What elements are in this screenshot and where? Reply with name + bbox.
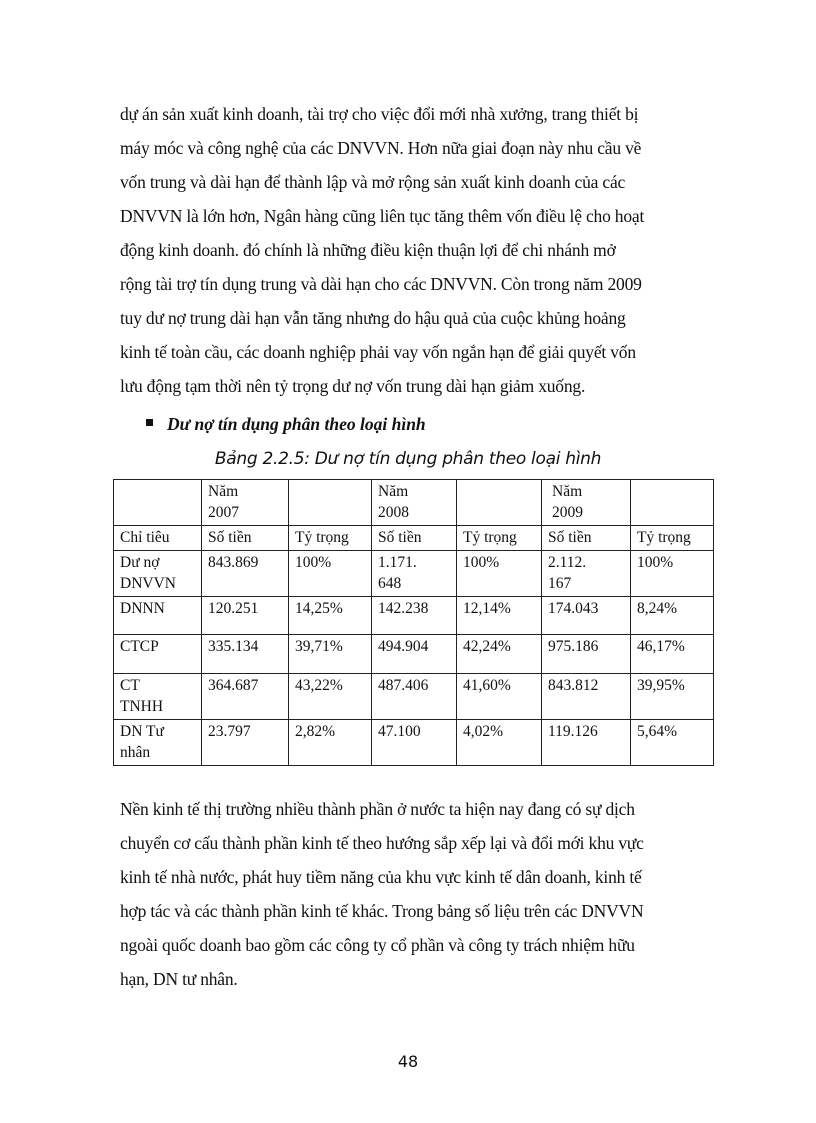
value-cell: 142.238 — [372, 597, 457, 635]
row-label-cell: Dư nợ DNVVN — [114, 551, 202, 597]
row-label-cell: CT TNHH — [114, 674, 202, 720]
row-label-cell: DN Tư nhân — [114, 720, 202, 766]
value-cell: 42,24% — [457, 635, 542, 674]
value-cell: 843.869 — [202, 551, 289, 597]
value-cell: 23.797 — [202, 720, 289, 766]
header-cell: Số tiền — [202, 526, 289, 551]
header-cell: Số tiền — [372, 526, 457, 551]
paragraph-analysis — [120, 792, 695, 996]
page-number: 48 — [397, 1052, 419, 1071]
row-label-cell: CTCP — [114, 635, 202, 674]
value-cell: 100% — [289, 551, 372, 597]
table-cell — [289, 480, 372, 526]
year-2009-cell: Năm 2009 — [542, 480, 631, 526]
text-line: hợp tác và các thành phần kinh tế khác. Trong bảng số liệu trên các DNVVN — [120, 901, 644, 921]
text-line: lưu động tạm thời nên tỷ trọng dư nợ vốn trung dài hạn giảm xuống. — [120, 376, 586, 396]
value-cell: 2,82% — [289, 720, 372, 766]
text-line: Nền kinh tế thị trường nhiều thành phần ở nước ta hiện nay đang có sự dịch — [120, 799, 635, 819]
value-cell: 5,64% — [631, 720, 714, 766]
section-heading — [146, 410, 426, 438]
value-cell: 41,60% — [457, 674, 542, 720]
table-cell — [631, 480, 714, 526]
value-cell: 174.043 — [542, 597, 631, 635]
text-line: tuy dư nợ trung dài hạn vẫn tăng nhưng do hậu quả của cuộc khủng hoảng — [120, 308, 626, 328]
text-line: hạn, DN tư nhân. — [120, 969, 238, 989]
text-line: rộng tài trợ tín dụng trung và dài hạn cho các DNVVN. Còn trong năm 2009 — [120, 274, 642, 294]
value-cell: 39,95% — [631, 674, 714, 720]
value-cell: 46,17% — [631, 635, 714, 674]
text-line: kinh tế toàn cầu, các doanh nghiệp phải vay vốn ngắn hạn để giải quyết vốn — [120, 342, 636, 362]
value-cell: 1.171. 648 — [372, 551, 457, 597]
value-cell: 335.134 — [202, 635, 289, 674]
value-cell: 39,71% — [289, 635, 372, 674]
value-cell: 119.126 — [542, 720, 631, 766]
value-cell: 8,24% — [631, 597, 714, 635]
text-line: kinh tế nhà nước, phát huy tiềm năng của khu vực kinh tế dân doanh, kinh tế — [120, 867, 642, 887]
text-line: DNVVN là lớn hơn, Ngân hàng cũng liên tục tăng thêm vốn điều lệ cho hoạt — [120, 206, 645, 226]
value-cell: 14,25% — [289, 597, 372, 635]
header-cell: Tỷ trọng — [289, 526, 372, 551]
table-header-row — [114, 526, 714, 551]
text-line: chuyển cơ cấu thành phần kinh tế theo hướng sắp xếp lại và đổi mới khu vực — [120, 833, 644, 853]
text-line: động kinh doanh. đó chính là những điều kiện thuận lợi để chi nhánh mở — [120, 240, 616, 260]
section-heading-text: Dư nợ tín dụng phân theo loại hình — [167, 414, 426, 434]
year-2007-cell: Năm 2007 — [202, 480, 289, 526]
value-cell: 100% — [631, 551, 714, 597]
table-caption: Bảng 2.2.5: Dư nợ tín dụng phân theo loại hình — [214, 449, 602, 469]
value-cell: 2.112. 167 — [542, 551, 631, 597]
value-cell: 43,22% — [289, 674, 372, 720]
table-row — [114, 674, 714, 720]
value-cell: 12,14% — [457, 597, 542, 635]
value-cell: 494.904 — [372, 635, 457, 674]
value-cell: 975.186 — [542, 635, 631, 674]
table-cell — [114, 480, 202, 526]
table-row — [114, 635, 714, 674]
text-line: vốn trung và dài hạn để thành lập và mở rộng sản xuất kinh doanh của các — [120, 172, 626, 192]
square-bullet-icon — [146, 419, 153, 426]
paragraph-intro — [120, 97, 695, 403]
header-cell: Tỷ trọng — [457, 526, 542, 551]
row-label-cell: DNNN — [114, 597, 202, 635]
value-cell: 100% — [457, 551, 542, 597]
header-cell: Số tiền — [542, 526, 631, 551]
value-cell: 47.100 — [372, 720, 457, 766]
table-row — [114, 551, 714, 597]
value-cell: 487.406 — [372, 674, 457, 720]
text-line: dự án sản xuất kinh doanh, tài trợ cho việc đổi mới nhà xưởng, trang thiết bị — [120, 104, 639, 124]
header-cell: Tỷ trọng — [631, 526, 714, 551]
table-year-row — [114, 480, 714, 526]
header-cell: Chỉ tiêu — [114, 526, 202, 551]
value-cell: 364.687 — [202, 674, 289, 720]
table-row — [114, 720, 714, 766]
value-cell: 4,02% — [457, 720, 542, 766]
year-2008-cell: Năm 2008 — [372, 480, 457, 526]
loan-table — [113, 479, 714, 766]
text-line: máy móc và công nghệ của các DNVVN. Hơn nữa giai đoạn này nhu cầu về — [120, 138, 642, 158]
value-cell: 843.812 — [542, 674, 631, 720]
text-line: ngoài quốc doanh bao gồm các công ty cổ phần và công ty trách nhiệm hữu — [120, 935, 635, 955]
value-cell: 120.251 — [202, 597, 289, 635]
table-row — [114, 597, 714, 635]
table-cell — [457, 480, 542, 526]
